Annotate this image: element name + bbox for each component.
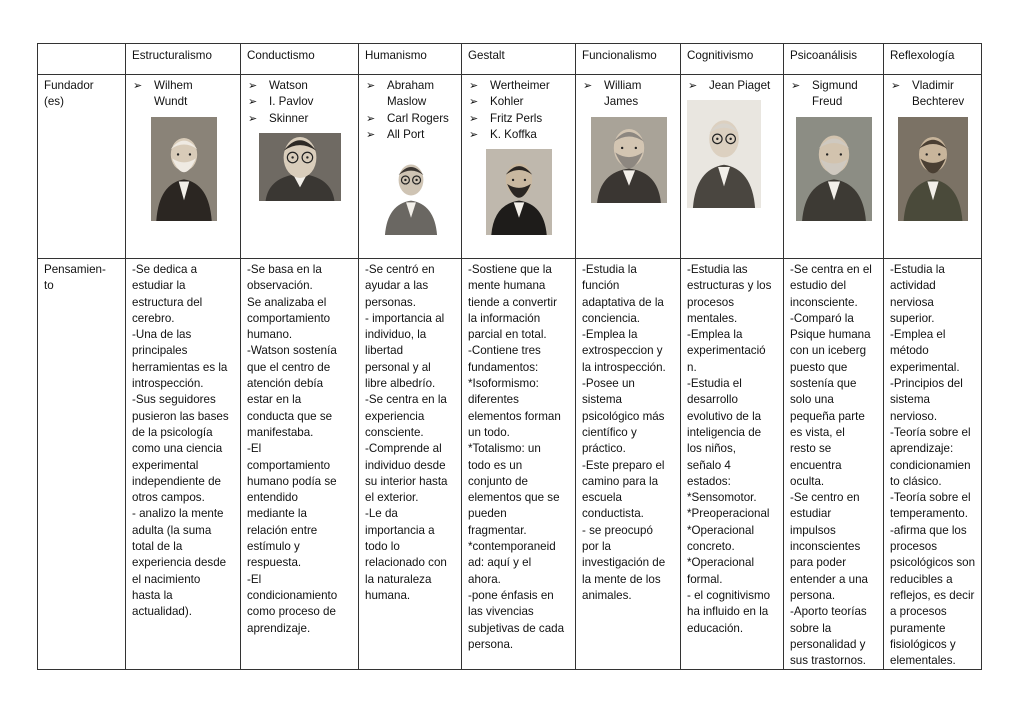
founder-item (468, 127, 570, 143)
arrowhead-bullet-icon: ➢ (469, 80, 479, 92)
portrait-photo (365, 149, 456, 240)
arrowhead-bullet-icon: ➢ (469, 96, 479, 109)
founders-list (365, 78, 456, 143)
founder-name: William James (604, 79, 642, 109)
arrowhead-bullet-icon: ➢ (583, 80, 593, 92)
header-psicoanalisis: Psicoanálisis (784, 44, 884, 75)
founder-name: Vladimir Bechterev (912, 79, 965, 109)
founder-name: K. Koffka (490, 127, 537, 141)
arrowhead-bullet-icon: ➢ (248, 80, 258, 92)
portrait-photo (132, 117, 235, 226)
founders-cell (462, 75, 576, 259)
founder-name: Abraham Maslow (387, 79, 435, 109)
header-row (38, 44, 982, 75)
founder-item (247, 94, 353, 110)
header-cognitivismo: Cognitivismo (681, 44, 784, 75)
thought-cell: -Estudia las estructuras y los procesos mentales. -Emplea la experimentació n. -Estudia el desarrollo evolutivo de la inteligencia de los niños, señalo 4 estados: *Sensomotor. *Preoperacional *Operacional concreto. *Operacional formal. - el cognitivismo ha influido en la educación. (681, 259, 784, 670)
header-funcionalismo: Funcionalismo (576, 44, 681, 75)
founder-item (790, 78, 878, 111)
arrowhead-bullet-icon: ➢ (469, 128, 479, 141)
founders-list (687, 78, 778, 94)
founder-item (247, 78, 353, 94)
thought-cell: -Estudia la función adaptativa de la conciencia. -Emplea la extrospeccion y la introspección. -Posee un sistema psicológico más científico y práctico. -Este preparo el camino para la escuela conductista. - se preocupó por la investigación de la mente de los animales. (576, 259, 681, 670)
thought-row (38, 259, 982, 670)
portrait-photo (790, 117, 878, 226)
founder-item (365, 78, 456, 111)
founder-item (132, 78, 235, 111)
thought-cell: -Sostiene que la mente humana tiende a convertir la información parcial en total. -Contiene tres fundamentos: *Isoformismo: diferentes elementos forman un todo. *Totalismo: un todo es un conjunto de elementos que se pueden fragmentar. *contemporaneid ad: aquí y el ahora. -pone énfasis en las vivencias subjetivas de cada persona. (462, 259, 576, 670)
comparison-table (37, 43, 982, 670)
founder-name: Jean Piaget (709, 79, 771, 92)
founders-list (790, 78, 878, 111)
arrowhead-bullet-icon: ➢ (133, 80, 143, 92)
founders-list (132, 78, 235, 111)
founder-name: Wilhem Wundt (154, 79, 193, 109)
row-label-thought: Pensamien- to (38, 259, 126, 670)
founder-item (890, 78, 976, 111)
portrait-photo (890, 117, 976, 226)
header-gestalt: Gestalt (462, 44, 576, 75)
founders-cell (126, 75, 241, 259)
founders-cell (784, 75, 884, 259)
founder-name: Kohler (490, 95, 524, 109)
founders-cell (359, 75, 462, 259)
founder-name: All Port (387, 127, 425, 141)
founders-list (890, 78, 976, 111)
row-label-founders: Fundador (es) (38, 75, 126, 259)
founders-cell (681, 75, 784, 259)
header-estructuralismo: Estructuralismo (126, 44, 241, 75)
founder-item (365, 127, 456, 143)
founders-list (247, 78, 353, 127)
arrowhead-bullet-icon: ➢ (248, 112, 258, 125)
founder-name: Wertheimer (490, 79, 550, 92)
founder-item (582, 78, 675, 111)
founder-item (247, 111, 353, 127)
portrait-photo (687, 100, 778, 213)
arrowhead-bullet-icon: ➢ (688, 80, 698, 92)
header-humanismo: Humanismo (359, 44, 462, 75)
founder-item (365, 111, 456, 127)
founders-cell (241, 75, 359, 259)
header-reflexologia: Reflexología (884, 44, 982, 75)
founder-item (468, 78, 570, 94)
header-cell-empty (38, 44, 126, 75)
founder-name: Carl Rogers (387, 111, 449, 125)
thought-cell: -Se centró en ayudar a las personas. - importancia al individuo, la libertad personal y al libre albedrío. -Se centra en la experiencia consciente. -Comprende al individuo desde su interior hasta el exterior. -Le da importancia a todo lo relacionado con la naturaleza humana. (359, 259, 462, 670)
founder-name: I. Pavlov (269, 95, 314, 109)
portrait-photo (582, 117, 675, 208)
thought-cell: -Se centra en el estudio del inconsciente. -Comparó la Psique humana con un iceberg puesto que sostenía que solo una pequeña parte es vista, el resto se encuentra oculta. -Se centro en estudiar impulsos inconscientes para poder entender a una persona. -Aporto teorías sobre la personalidad y sus trastornos. (784, 259, 884, 670)
founders-row (38, 75, 982, 259)
thought-cell: -Se basa en la observación. Se analizaba el comportamiento humano. -Watson sostenía que el centro de atención debía estar en la conducta que se manifestaba. -El comportamiento humano podía se entendido mediante la relación entre estímulo y respuesta. -El condicionamiento como proceso de aprendizaje. (241, 259, 359, 670)
founder-item (468, 111, 570, 127)
thought-cell: -Se dedica a estudiar la estructura del cerebro. -Una de las principales herramientas es la introspección. -Sus seguidores pusieron las bases de la psicología como una ciencia experimental independiente de otros campos. - analizo la mente adulta (la suma total de la experiencia desde el nacimiento hasta la actualidad). (126, 259, 241, 670)
arrowhead-bullet-icon: ➢ (248, 96, 258, 109)
arrowhead-bullet-icon: ➢ (891, 80, 901, 92)
founders-list (582, 78, 675, 111)
founder-name: Watson (269, 79, 308, 92)
arrowhead-bullet-icon: ➢ (366, 112, 376, 125)
header-conductismo: Conductismo (241, 44, 359, 75)
portrait-photo (468, 149, 570, 240)
founder-item (468, 94, 570, 110)
founder-name: Fritz Perls (490, 111, 543, 125)
arrowhead-bullet-icon: ➢ (791, 80, 801, 92)
founders-cell (884, 75, 982, 259)
thought-cell: -Estudia la actividad nerviosa superior. -Emplea el método experimental. -Principios del sistema nervioso. -Teoría sobre el aprendizaje: condicionamien to clásico. -Teoría sobre el temperamento. -afirma que los procesos psicológicos son reducibles a reflejos, es decir a procesos puramente fisiológicos y elementales. (884, 259, 982, 670)
founder-item (687, 78, 778, 94)
founder-name: Sigmund Freud (812, 79, 858, 109)
founders-list (468, 78, 570, 143)
arrowhead-bullet-icon: ➢ (366, 80, 376, 92)
founder-name: Skinner (269, 111, 309, 125)
portrait-photo (247, 133, 353, 206)
founders-cell (576, 75, 681, 259)
arrowhead-bullet-icon: ➢ (366, 128, 376, 141)
arrowhead-bullet-icon: ➢ (469, 112, 479, 125)
